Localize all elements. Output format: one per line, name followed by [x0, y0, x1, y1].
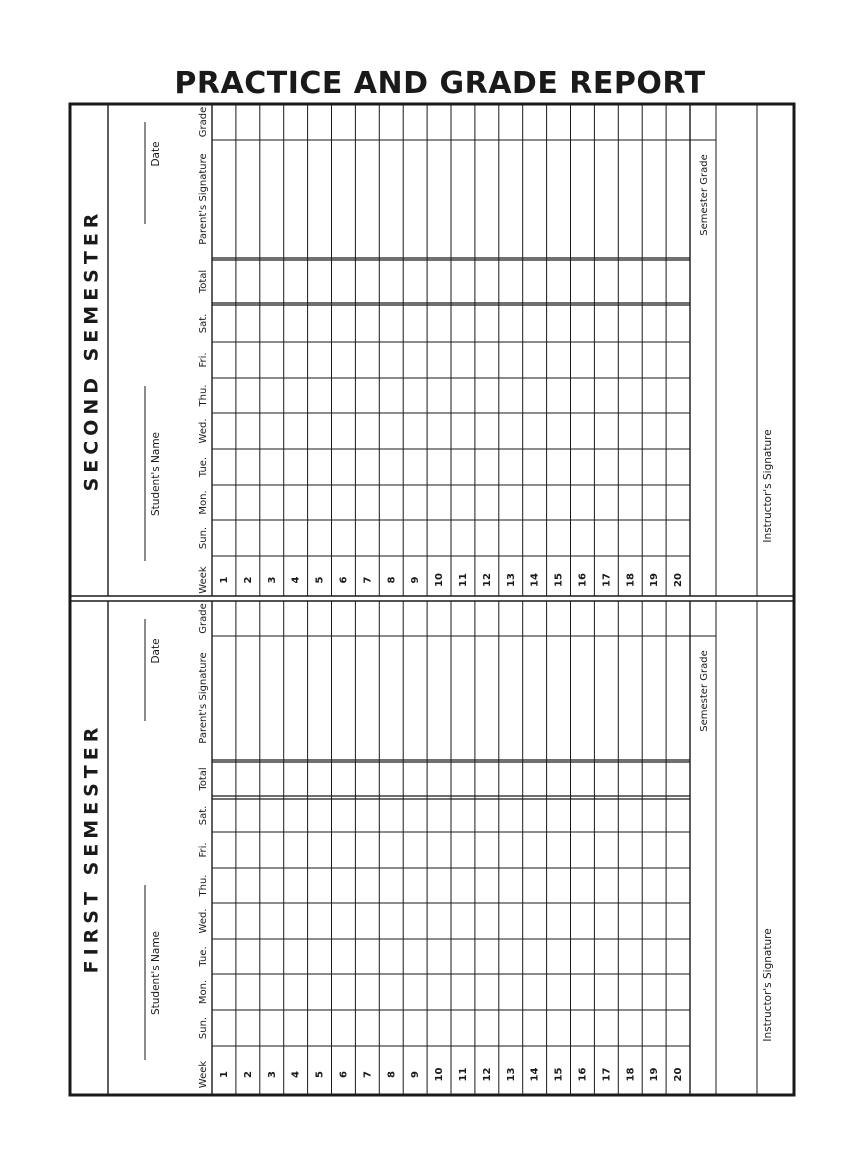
week-number: 13: [505, 573, 517, 587]
date-label: Date: [150, 141, 162, 167]
column-header-parent-s-signature: Parent's Signature: [198, 652, 209, 744]
column-header-sat: Sat.: [198, 805, 209, 826]
week-number: 15: [553, 573, 565, 587]
week-number: 5: [314, 576, 326, 584]
column-header-mon: Mon.: [198, 490, 209, 515]
column-header-sun: Sun.: [198, 1016, 209, 1040]
instructor-signature-label: Instructor's Signature: [762, 928, 774, 1042]
column-header-total: Total: [198, 269, 209, 294]
week-number: 4: [290, 1071, 302, 1078]
week-number: 8: [386, 576, 398, 584]
week-number: 9: [410, 1071, 422, 1078]
week-number: 18: [625, 573, 637, 587]
week-number: 1: [218, 576, 230, 584]
column-header-fri: Fri.: [198, 352, 209, 368]
form-border: [70, 104, 794, 1095]
week-number: 14: [529, 573, 541, 587]
student-name-label: Student's Name: [150, 431, 162, 517]
page-title: PRACTICE AND GRADE REPORT: [174, 66, 706, 101]
week-number: 11: [457, 1067, 469, 1082]
week-number: 15: [553, 1067, 565, 1082]
week-number: 16: [577, 573, 589, 587]
week-number: 20: [673, 1067, 685, 1082]
week-number: 2: [242, 576, 254, 584]
semester-heading: FIRST SEMESTER: [80, 722, 103, 974]
week-number: 20: [673, 573, 685, 587]
week-number: 7: [362, 576, 374, 584]
column-header-week: Week: [198, 1060, 209, 1089]
column-header-wed: Wed.: [198, 908, 209, 934]
instructor-signature-label: Instructor's Signature: [762, 429, 774, 543]
week-number: 6: [338, 1071, 350, 1078]
week-number: 19: [649, 1067, 661, 1082]
semester-grade-label: Semester Grade: [699, 154, 710, 236]
column-header-wed: Wed.: [198, 418, 209, 444]
semester-heading: SECOND SEMESTER: [80, 208, 103, 492]
week-number: 17: [601, 573, 613, 587]
week-number: 10: [434, 573, 446, 587]
column-header-grade: Grade: [198, 603, 209, 634]
week-number: 9: [410, 576, 422, 584]
column-header-tue: Tue.: [198, 456, 209, 478]
column-header-thu: Thu.: [198, 384, 209, 407]
column-header-sat: Sat.: [198, 313, 209, 334]
week-number: 10: [434, 1067, 446, 1082]
week-number: 13: [505, 1067, 517, 1082]
week-number: 6: [338, 576, 350, 584]
week-number: 14: [529, 1067, 541, 1082]
column-header-fri: Fri.: [198, 842, 209, 858]
date-label: Date: [150, 638, 162, 664]
week-number: 1: [218, 1071, 230, 1078]
column-header-tue: Tue.: [198, 946, 209, 967]
column-header-grade: Grade: [198, 106, 209, 138]
week-number: 5: [314, 1071, 326, 1078]
week-number: 16: [577, 1067, 589, 1082]
week-number: 11: [457, 573, 469, 587]
week-number: 3: [266, 576, 278, 584]
column-header-mon: Mon.: [198, 979, 209, 1005]
column-header-parent-s-signature: Parent's Signature: [198, 153, 209, 245]
column-header-sun: Sun.: [198, 526, 209, 550]
column-header-week: Week: [198, 566, 209, 594]
week-number: 17: [601, 1067, 613, 1082]
week-number: 4: [290, 576, 302, 584]
week-number: 2: [242, 1071, 254, 1078]
student-name-label: Student's Name: [150, 930, 162, 1016]
column-header-thu: Thu.: [198, 874, 209, 897]
week-number: 8: [386, 1071, 398, 1078]
semester-grade-label: Semester Grade: [699, 650, 710, 732]
week-number: 3: [266, 1071, 278, 1078]
week-number: 19: [649, 573, 661, 587]
column-header-total: Total: [198, 767, 209, 791]
week-number: 18: [625, 1067, 637, 1082]
week-number: 7: [362, 1071, 374, 1078]
week-number: 12: [481, 1067, 493, 1082]
week-number: 12: [481, 573, 493, 587]
